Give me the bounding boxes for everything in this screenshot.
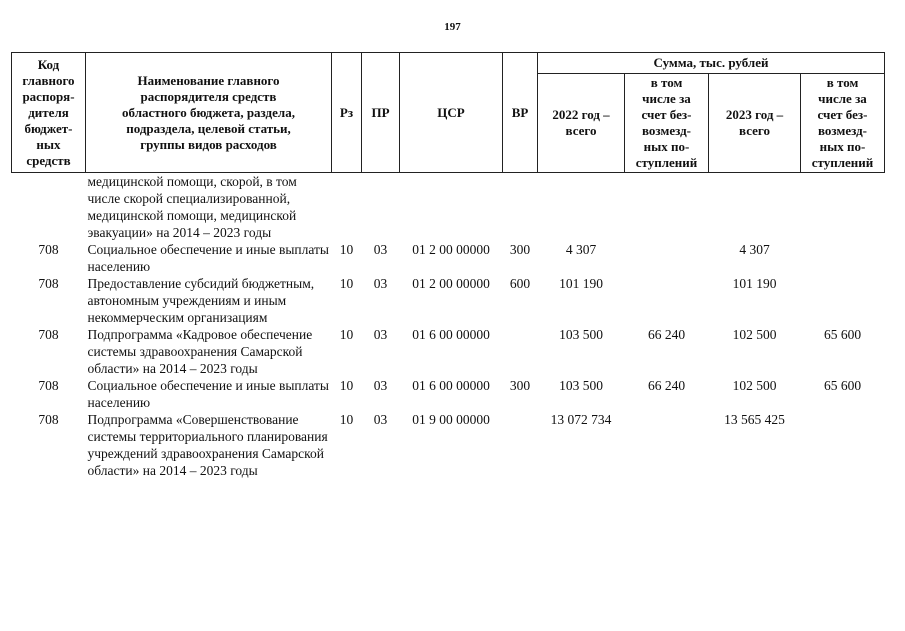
cell-pr: 03 — [373, 276, 388, 291]
cell-2022-grants: 66 240 — [647, 327, 686, 342]
header-2022-total: 2022 год – всего — [538, 74, 625, 173]
table-row — [12, 411, 885, 479]
cell-name: Подпрограмма «Кадровое обеспечение системы здравоохранения Самарской области» на 2014 – 2023 годы — [87, 327, 313, 376]
cell-2022-grants: 66 240 — [647, 378, 686, 393]
cell-pr: 03 — [373, 378, 388, 393]
cell-2023-grants — [801, 241, 885, 275]
cell-2022-total: 13 072 734 — [550, 412, 612, 427]
cell-pr: 03 — [373, 412, 388, 427]
table-row — [12, 275, 885, 326]
cell-2023-total: 102 500 — [732, 378, 777, 393]
header-rz: Рз — [332, 53, 362, 173]
cell-2023-grants — [801, 411, 885, 479]
cell-2023-total: 13 565 425 — [724, 412, 785, 427]
cell-2022-total: 101 190 — [559, 276, 603, 291]
cell-2023-grants: 65 600 — [823, 327, 862, 342]
cell-2023-grants — [801, 173, 885, 242]
cell-name: Социальное обеспечение и иные выплаты населению — [87, 242, 329, 274]
cell-vr: 600 — [509, 276, 531, 291]
cell-2023-total: 4 307 — [739, 242, 770, 257]
cell-rz — [332, 173, 362, 242]
cell-2022-total: 103 500 — [559, 378, 603, 393]
header-sum-group: Сумма, тыс. рублей — [538, 53, 885, 74]
cell-2023-grants: 65 600 — [823, 378, 862, 393]
cell-vr — [503, 173, 538, 242]
budget-table — [11, 52, 885, 479]
cell-2022-total: 4 307 — [565, 242, 597, 257]
cell-rz: 10 — [339, 276, 354, 291]
cell-pr: 03 — [373, 242, 388, 257]
cell-name: медицинской помощи, скорой, в том числе скорой специализированной, медицинской помощи, медицинской эвакуации» на 2014 – 2023 годы — [87, 174, 297, 240]
cell-vr — [503, 411, 538, 479]
cell-code: 708 — [38, 327, 59, 342]
cell-2022-total — [538, 173, 625, 242]
cell-rz: 10 — [339, 242, 354, 257]
cell-pr — [362, 173, 400, 242]
cell-pr: 03 — [373, 327, 388, 342]
cell-name: Предоставление субсидий бюджетным, автономным учреждениям и иным некоммерческим организациям — [87, 276, 315, 325]
header-vr: ВР — [503, 53, 538, 173]
cell-rz: 10 — [339, 378, 354, 393]
header-pr: ПР — [362, 53, 400, 173]
cell-rz: 10 — [339, 327, 354, 342]
header-2023-grants: в том числе за счет без- возмезд- ных по- ступлений — [801, 74, 885, 173]
cell-csr: 01 6 00 00000 — [412, 327, 490, 342]
cell-rz: 10 — [339, 412, 354, 427]
header-2022-grants: в том числе за счет без- возмезд- ных по- ступлений — [625, 74, 709, 173]
cell-2023-grants — [801, 275, 885, 326]
table-row — [12, 241, 885, 275]
cell-2022-total: 103 500 — [559, 327, 603, 342]
cell-csr: 01 2 00 00000 — [412, 276, 490, 291]
cell-csr: 01 2 00 00000 — [412, 242, 490, 257]
cell-vr: 300 — [509, 242, 531, 257]
cell-code: 708 — [38, 412, 59, 427]
header-csr: ЦСР — [400, 53, 503, 173]
header-2023-total: 2023 год – всего — [709, 74, 801, 173]
cell-vr: 300 — [509, 378, 531, 393]
cell-2022-grants — [625, 173, 709, 242]
cell-2022-grants — [625, 275, 709, 326]
table-row — [12, 173, 885, 242]
cell-csr: 01 6 00 00000 — [412, 378, 490, 393]
cell-code: 708 — [38, 276, 59, 291]
cell-2022-grants — [625, 241, 709, 275]
table-header — [12, 53, 885, 173]
table-row — [12, 326, 885, 377]
cell-name: Социальное обеспечение и иные выплаты населению — [87, 378, 329, 410]
cell-code — [12, 173, 86, 242]
cell-vr — [503, 326, 538, 377]
cell-code: 708 — [38, 378, 59, 393]
header-code: Код главного распоря- дителя бюджет- ных средств — [12, 53, 86, 173]
table-body — [12, 173, 885, 480]
cell-2023-total — [709, 173, 801, 242]
cell-name: Подпрограмма «Совершенствование системы территориального планирования учреждений здравоохранения Самарской области» на 2014 – 2023 годы — [87, 412, 328, 478]
header-name: Наименование главного распорядителя средств областного бюджета, раздела, подраздела, целевой статьи, группы видов расходов — [86, 53, 332, 173]
cell-csr: 01 9 00 00000 — [412, 412, 490, 427]
page-number: 197 — [444, 21, 461, 33]
cell-2023-total: 102 500 — [732, 327, 777, 342]
cell-2022-grants — [625, 411, 709, 479]
cell-code: 708 — [38, 242, 59, 257]
cell-2023-total: 101 190 — [732, 276, 777, 291]
table-row — [12, 377, 885, 411]
cell-csr — [400, 173, 503, 242]
